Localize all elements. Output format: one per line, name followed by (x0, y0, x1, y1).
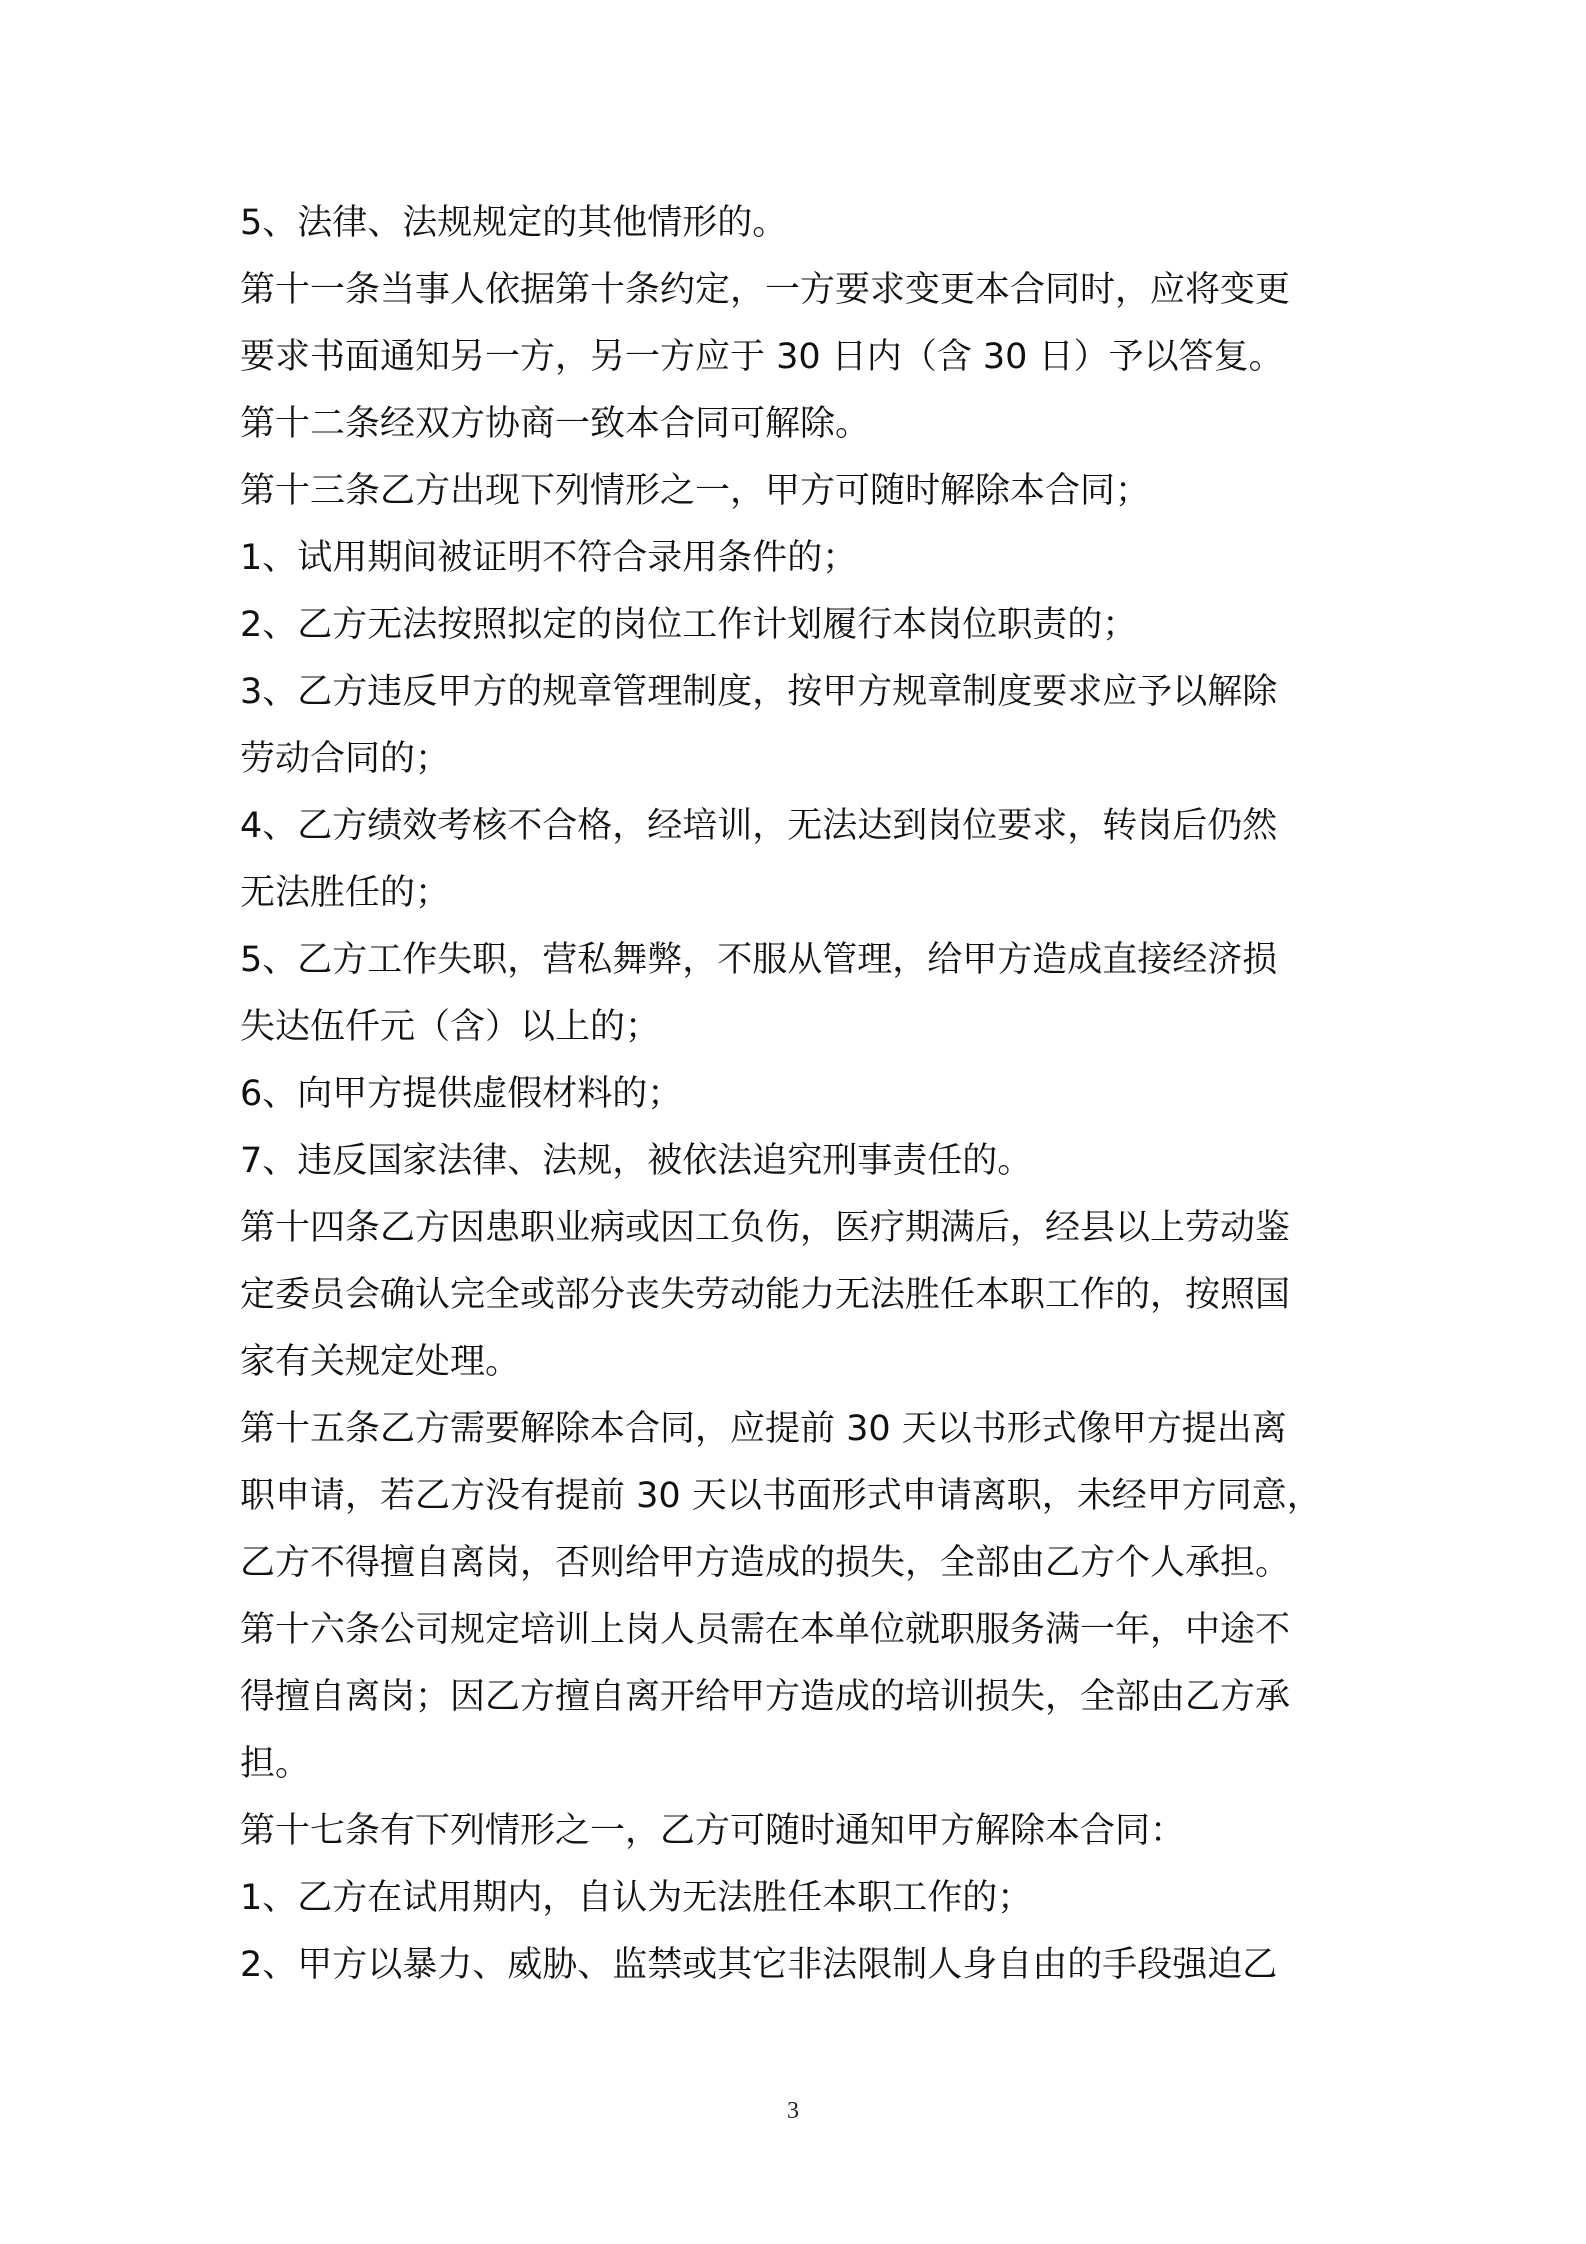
paragraph-line: 6、向甲方提供虚假材料的； (240, 1074, 683, 1114)
paragraph-line: 第十七条有下列情形之一，乙方可随时通知甲方解除本合同： (240, 1811, 1186, 1851)
paragraph-line: 第十六条公司规定培训上岗人员需在本单位就职服务满一年，中途不 (240, 1610, 1291, 1650)
paragraph-line: 定委员会确认完全或部分丧失劳动能力无法胜任本职工作的，按照国 (240, 1275, 1291, 1315)
paragraph-line: 无法胜任的； (240, 873, 451, 913)
contract-body (240, 190, 1355, 1999)
paragraph-line: 劳动合同的； (240, 739, 451, 779)
paragraph-line: 5、法律、法规规定的其他情形的。 (240, 203, 788, 243)
paragraph-line: 担。 (240, 1744, 311, 1784)
paragraph-line: 2、甲方以暴力、威胁、监禁或其它非法限制人身自由的手段强迫乙 (240, 1945, 1278, 1985)
paragraph-line: 7、违反国家法律、法规，被依法追究刑事责任的。 (240, 1141, 1033, 1181)
paragraph-line: 乙方不得擅自离岗，否则给甲方造成的损失，全部由乙方个人承担。 (240, 1543, 1291, 1583)
paragraph-line: 职申请，若乙方没有提前 30 天以书面形式申请离职，未经甲方同意， (240, 1476, 1322, 1516)
paragraph-line: 第十四条乙方因患职业病或因工负伤，医疗期满后，经县以上劳动鉴 (240, 1208, 1291, 1248)
paragraph-line: 3、乙方违反甲方的规章管理制度，按甲方规章制度要求应予以解除 (240, 672, 1278, 712)
paragraph-line: 得擅自离岗；因乙方擅自离开给甲方造成的培训损失，全部由乙方承 (240, 1677, 1291, 1717)
paragraph-line: 家有关规定处理。 (240, 1342, 521, 1382)
paragraph-line: 1、试用期间被证明不符合录用条件的； (240, 538, 858, 578)
paragraph-line: 2、乙方无法按照拟定的岗位工作计划履行本岗位职责的； (240, 605, 1138, 645)
paragraph-line: 第十二条经双方协商一致本合同可解除。 (240, 404, 871, 444)
paragraph-line: 5、乙方工作失职，营私舞弊，不服从管理，给甲方造成直接经济损 (240, 940, 1278, 980)
paragraph-line: 要求书面通知另一方，另一方应于 30 日内（含 30 日）予以答复。 (240, 337, 1284, 377)
paragraph-line: 1、乙方在试用期内，自认为无法胜任本职工作的； (240, 1878, 1033, 1918)
paragraph-line: 第十一条当事人依据第十条约定，一方要求变更本合同时，应将变更 (240, 270, 1291, 310)
paragraph-line: 4、乙方绩效考核不合格，经培训，无法达到岗位要求，转岗后仍然 (240, 806, 1278, 846)
page-number: 3 (787, 2098, 799, 2124)
paragraph-line: 第十三条乙方出现下列情形之一，甲方可随时解除本合同； (240, 471, 1151, 511)
paragraph-line: 第十五条乙方需要解除本合同，应提前 30 天以书形式像甲方提出离 (240, 1409, 1287, 1449)
paragraph-line: 失达伍仟元（含）以上的； (240, 1007, 661, 1047)
